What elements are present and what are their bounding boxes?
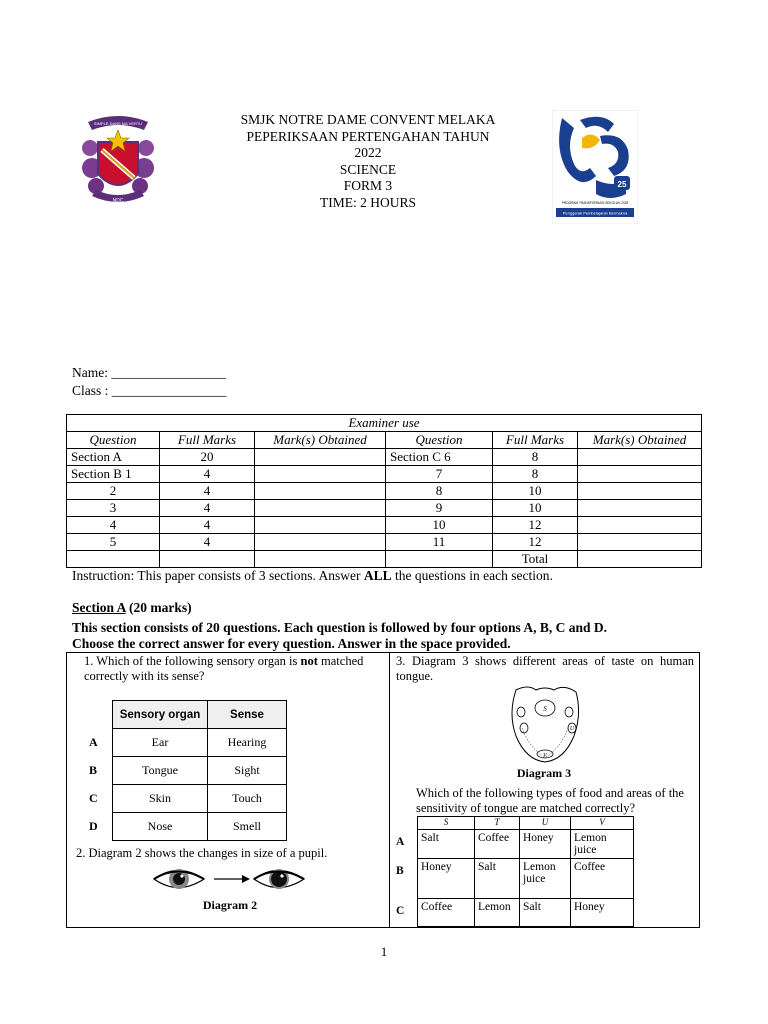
instruction: Instruction: This paper consists of 3 sections. Answer ALL the questions in each section. — [72, 568, 553, 583]
header-area-v: V — [571, 817, 634, 830]
header-sensory-organ: Sensory organ — [113, 701, 208, 729]
school-crest-logo — [78, 112, 158, 212]
page-number: 1 — [380, 944, 388, 959]
option-row[interactable]: A Salt Coffee Honey Lemon juice — [392, 830, 634, 859]
section-a-title: Section A (20 marks) — [72, 600, 192, 615]
question-3-text: 3. Diagram 3 shows different areas of taste on human tongue. — [396, 654, 694, 683]
column-divider — [389, 652, 390, 928]
option-label: D — [89, 819, 98, 833]
marks-obtained-cell[interactable] — [255, 534, 386, 551]
option-label: A — [396, 835, 405, 848]
crest-motto-top: SIMPLE DANS MA VERTU — [93, 121, 143, 126]
full-marks: 12 — [493, 534, 578, 551]
marks-obtained-cell[interactable] — [255, 500, 386, 517]
exam-duration: TIME: 2 HOURS — [319, 194, 416, 210]
option-label: A — [89, 735, 98, 749]
question-1-text: 1. Which of the following sensory organ is not matched correctly with its sense? — [84, 654, 364, 683]
table-row — [67, 534, 702, 551]
question-label: Section B 1 — [67, 466, 160, 483]
question-label: Section C 6 — [386, 449, 493, 466]
full-marks: 4 — [160, 534, 255, 551]
exam-header — [200, 112, 536, 211]
marks-obtained-cell[interactable] — [255, 466, 386, 483]
name-field: Name: _________________ — [72, 365, 227, 380]
total-label: Total — [493, 551, 578, 568]
marks-obtained-cell[interactable] — [255, 449, 386, 466]
question-label: 7 — [386, 466, 493, 483]
marks-obtained-cell[interactable] — [255, 483, 386, 500]
option-row[interactable]: C Skin Touch — [88, 785, 287, 813]
option-row[interactable]: C Coffee Lemon Salt Honey — [392, 899, 634, 927]
school-name: SMJK NOTRE DAME CONVENT MELAKA — [240, 112, 496, 127]
instruction-emphasis: ALL — [363, 568, 392, 583]
logo-banner: Penggerak Pembelajaran Bermakna — [562, 210, 628, 216]
examiner-table-title: Examiner use — [67, 415, 702, 432]
full-marks: 10 — [493, 500, 578, 517]
total-marks-cell[interactable] — [578, 551, 702, 568]
tongue-area-label: U — [569, 726, 575, 732]
examiner-table-header-row — [67, 432, 702, 449]
tongue-area-label: S — [543, 705, 547, 713]
question-label: 5 — [67, 534, 160, 551]
logo-25-mark: 25 — [617, 180, 627, 189]
diagram-2-caption: Diagram 2 — [202, 898, 258, 912]
header-area-u: U — [520, 817, 571, 830]
full-marks: 4 — [160, 517, 255, 534]
marks-obtained-cell[interactable] — [578, 449, 702, 466]
question-label: 4 — [67, 517, 160, 534]
form-level: FORM 3 — [343, 178, 393, 193]
marks-obtained-cell[interactable] — [578, 517, 702, 534]
full-marks: 12 — [493, 517, 578, 534]
subject: SCIENCE — [339, 161, 397, 177]
full-marks: 8 — [493, 466, 578, 483]
question-label: 3 — [67, 500, 160, 517]
question-1-options-table — [88, 700, 287, 841]
question-label: 2 — [67, 483, 160, 500]
examiner-use-table — [66, 414, 702, 568]
option-label: B — [396, 864, 404, 877]
tongue-diagram — [508, 684, 582, 764]
full-marks: 10 — [493, 483, 578, 500]
marks-obtained-cell[interactable] — [578, 483, 702, 500]
marks-obtained-cell[interactable] — [578, 466, 702, 483]
table-row — [67, 517, 702, 534]
header-area-s: S — [418, 817, 475, 830]
class-field: Class : _________________ — [72, 383, 227, 398]
full-marks: 8 — [493, 449, 578, 466]
option-row[interactable]: A Ear Hearing — [88, 729, 287, 757]
marks-obtained-cell[interactable] — [578, 500, 702, 517]
full-marks: 4 — [160, 466, 255, 483]
header-area-t: T — [475, 817, 520, 830]
option-row[interactable]: B Tongue Sight — [88, 757, 287, 785]
question-3-options-table — [392, 816, 634, 927]
header-marks-obtained-left: Mark(s) Obtained — [255, 432, 386, 449]
table-row — [67, 483, 702, 500]
question-3-prompt: Which of the following types of food and areas of the sensitivity of tongue are matched correctly? — [416, 786, 684, 815]
question-label: 11 — [386, 534, 493, 551]
eye-icon — [254, 869, 304, 889]
marks-obtained-cell[interactable] — [255, 517, 386, 534]
full-marks: 4 — [160, 500, 255, 517]
eye-icon — [154, 869, 204, 889]
transformation-program-logo — [552, 110, 638, 224]
full-marks: 4 — [160, 483, 255, 500]
exam-year: 2022 — [354, 145, 382, 160]
table-row — [67, 466, 702, 483]
arrow-right-icon — [214, 875, 250, 883]
total-row — [67, 551, 702, 568]
option-label: B — [89, 763, 98, 777]
table-row — [67, 500, 702, 517]
full-marks: 20 — [160, 449, 255, 466]
logo-tagline: PROGRAM TRANSFORMASI SEKOLAH 2025 — [561, 201, 629, 205]
header-full-marks-right: Full Marks — [493, 432, 578, 449]
student-info — [72, 364, 227, 400]
table-row — [67, 449, 702, 466]
section-a-description: This section consists of 20 questions. Each question is followed by four options A, B, C and D. Choose the correct answer for every question. Answer in the space provided. — [72, 620, 607, 651]
tongue-area-label: V — [543, 753, 547, 759]
question-2-text: 2. Diagram 2 shows the changes in size of a pupil. — [76, 846, 328, 860]
header-marks-obtained-right: Mark(s) Obtained — [578, 432, 702, 449]
option-label: C — [89, 791, 98, 805]
exam-name: PEPERIKSAAN PERTENGAHAN TAHUN — [246, 128, 490, 144]
option-label: C — [396, 904, 405, 917]
header-question-left: Question — [67, 432, 160, 449]
pupil-size-diagram — [150, 862, 310, 896]
marks-obtained-cell[interactable] — [578, 534, 702, 551]
crest-initials: NDC — [112, 198, 124, 204]
diagram-3-caption: Diagram 3 — [516, 766, 572, 780]
question-label: 9 — [386, 500, 493, 517]
question-label: Section A — [67, 449, 160, 466]
header-question-right: Question — [386, 432, 493, 449]
header-full-marks-left: Full Marks — [160, 432, 255, 449]
header-sense: Sense — [208, 701, 287, 729]
question-label: 10 — [386, 517, 493, 534]
option-row[interactable]: D Nose Smell — [88, 813, 287, 841]
question-label: 8 — [386, 483, 493, 500]
option-row[interactable]: B Honey Salt Lemon juice Coffee — [392, 859, 634, 899]
